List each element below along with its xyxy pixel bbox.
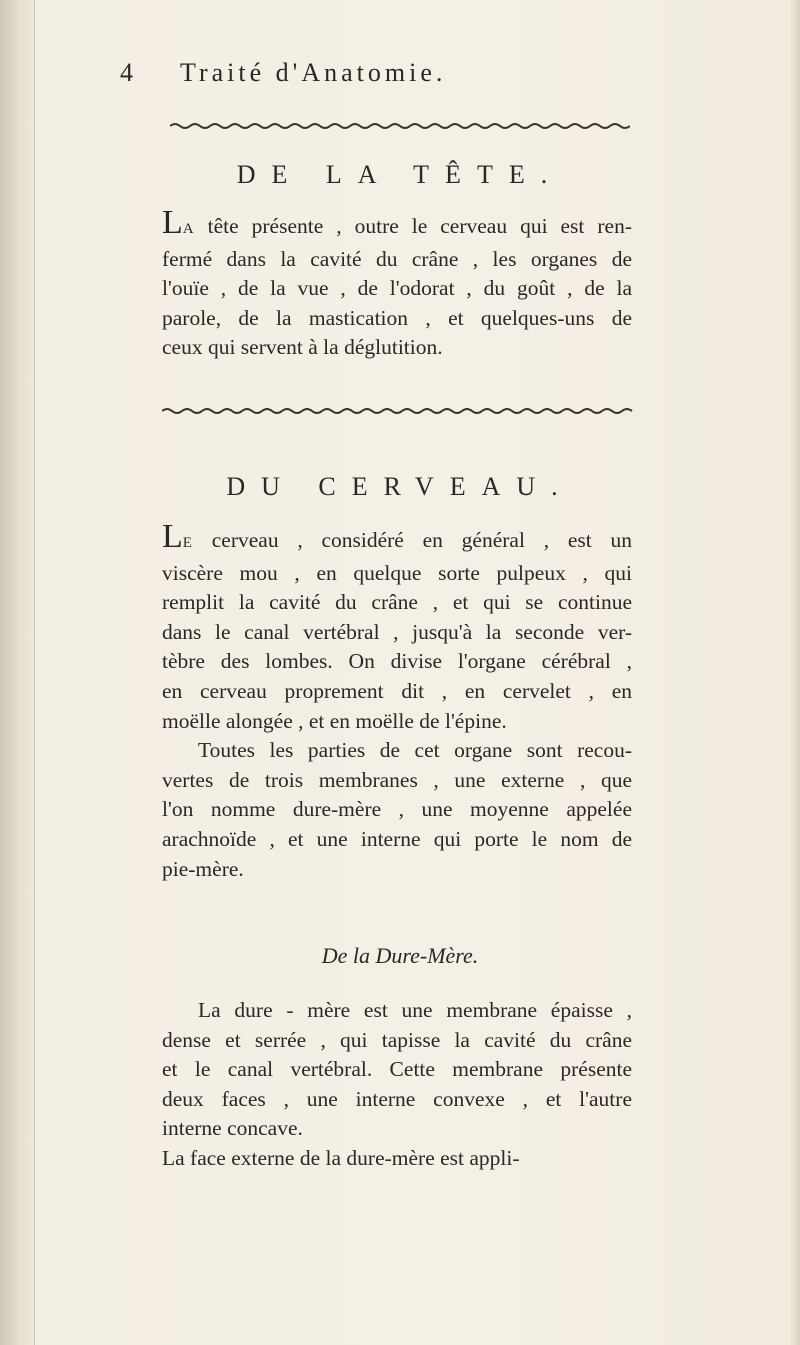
text-line: l'on nomme dure-mère , une moyenne appelée — [162, 797, 632, 822]
small-caps: E — [182, 535, 193, 551]
paragraph-dure-mere — [162, 996, 632, 1174]
small-caps: A — [182, 221, 195, 237]
text-line: Toutes les parties de cet organe sont recou- — [198, 738, 632, 763]
text-line: moëlle alongée , et en moëlle de l'épine. — [162, 708, 507, 733]
page-edge — [790, 0, 800, 1345]
text-line: parole, de la mastication , et quelques-uns de — [162, 305, 632, 330]
text-line: viscère mou , en quelque sorte pulpeux , qui — [162, 560, 632, 585]
paragraph-tete — [162, 204, 632, 363]
text-line: pie-mère. — [162, 856, 244, 881]
text-line: en cerveau proprement dit , en cervelet , en — [162, 678, 632, 703]
text-line: arachnoïde , et une interne qui porte le nom de — [162, 826, 632, 851]
drop-cap: L — [162, 518, 183, 555]
subheading-dure-mere: De la Dure-Mère. — [321, 943, 479, 968]
text-line: deux faces , une interne convexe , et l'autre — [162, 1086, 632, 1111]
text-line: et le canal vertébral. Cette membrane présente — [162, 1057, 632, 1082]
text-line: dans le canal vertébral , jusqu'à la seconde ver- — [162, 619, 632, 644]
drop-cap: L — [162, 204, 183, 241]
text-line: fermé dans la cavité du crâne , les organes de — [162, 246, 632, 271]
text-line: LE cerveau , considéré en général , est un — [162, 518, 633, 555]
ornamental-rule — [162, 407, 637, 415]
text-line: La dure - mère est une membrane épaisse , — [198, 998, 632, 1022]
paragraph-cerveau — [162, 518, 633, 884]
text-line: tèbre des lombes. On divise l'organe cérébral , — [162, 649, 632, 674]
running-title: Traité d'Anatomie. — [180, 58, 447, 87]
section-title-tete: DE LA TÊTE. — [236, 160, 564, 189]
book-spine-shadow — [0, 0, 35, 1345]
text-line: ceux qui servent à la déglutition. — [162, 335, 443, 360]
text-line: interne concave. — [162, 1116, 303, 1141]
text-line: dense et serrée , qui tapisse la cavité du crâne — [162, 1027, 632, 1052]
text-line: vertes de trois membranes , une externe , que — [162, 767, 632, 792]
section-title-cerveau: DU CERVEAU. — [226, 472, 574, 501]
text-line: remplit la cavité du crâne , et qui se continue — [162, 590, 632, 615]
ornamental-rule — [170, 122, 630, 130]
page-number: 4 — [120, 58, 136, 87]
text-line: l'ouïe , de la vue , de l'odorat , du goût , de la — [162, 276, 632, 301]
text-line: La face externe de la dure-mère est appli- — [162, 1145, 520, 1170]
text-line: LA tête présente , outre le cerveau qui est ren- — [162, 204, 632, 241]
